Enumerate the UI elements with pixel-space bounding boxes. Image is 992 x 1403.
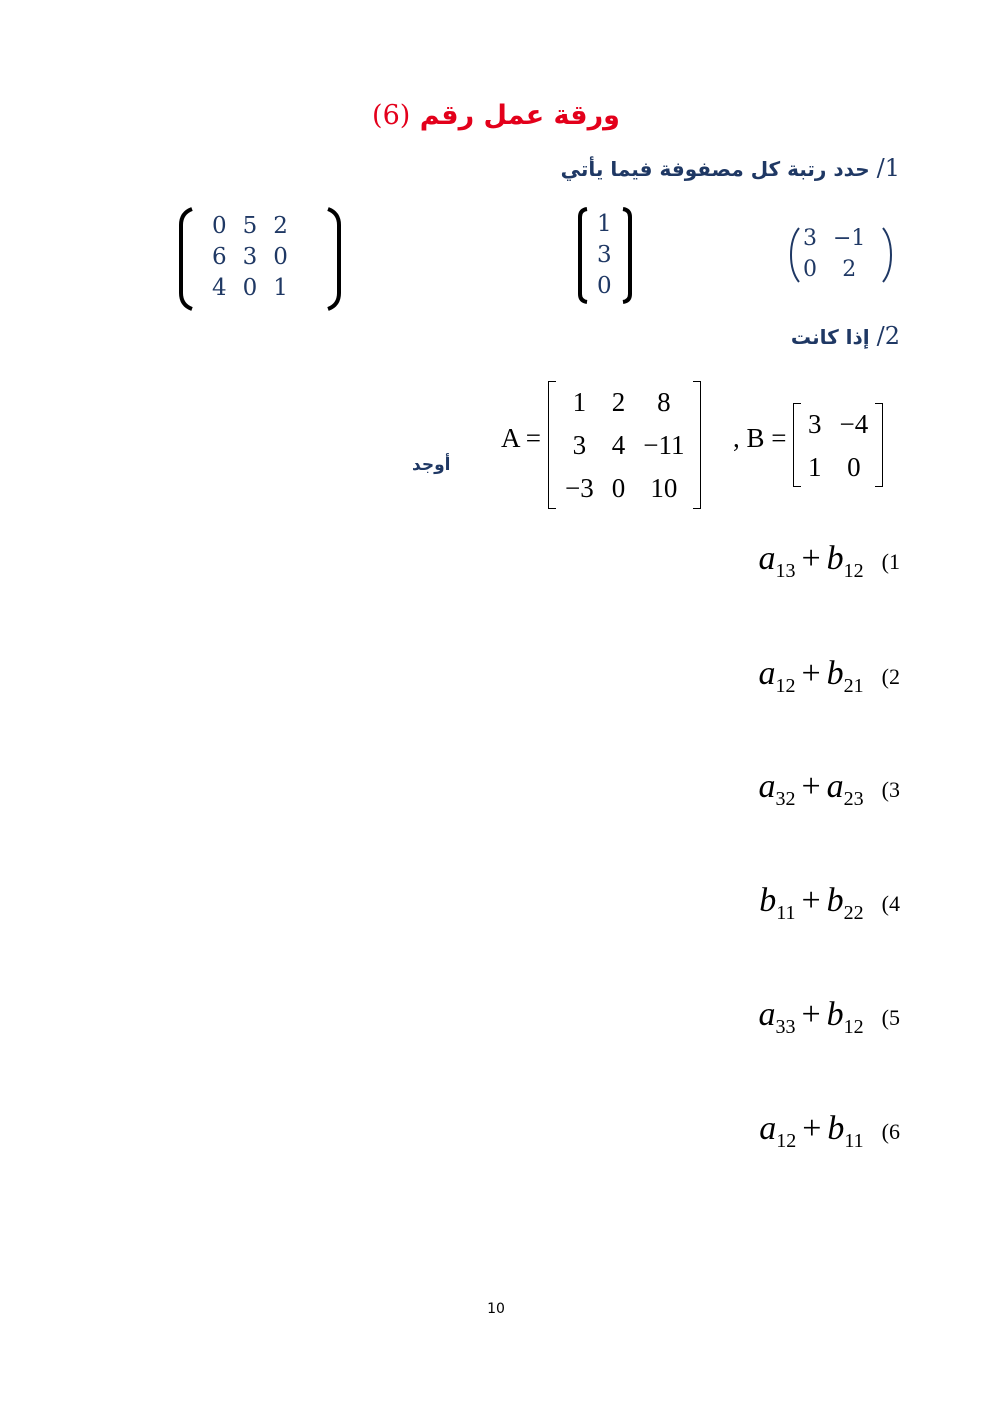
term-left-sub: 33 bbox=[775, 1016, 796, 1038]
question-1-text: حدد رتبة كل مصفوفة فيما يأتي bbox=[560, 157, 870, 181]
term-left: b bbox=[759, 882, 777, 919]
term-left-sub: 32 bbox=[775, 788, 796, 810]
list-item bbox=[759, 1110, 900, 1153]
matrix-row bbox=[799, 446, 877, 489]
item-expression bbox=[759, 1110, 863, 1153]
matrix-cell: 0 bbox=[803, 257, 817, 282]
matrix-cell: 1 bbox=[597, 211, 612, 237]
list-item bbox=[759, 882, 900, 925]
matrix-cell: 4 bbox=[212, 275, 227, 301]
item-index: 5) bbox=[881, 1005, 900, 1030]
matrix-row bbox=[556, 381, 693, 424]
matrix-cell: −11 bbox=[643, 430, 685, 460]
matrix-cell: 0 bbox=[611, 473, 626, 503]
term-right: b bbox=[826, 996, 844, 1033]
matrix-row bbox=[589, 209, 620, 240]
matrix-cell: 2 bbox=[273, 213, 288, 239]
column-vector bbox=[577, 207, 633, 304]
matrix-row bbox=[204, 211, 296, 242]
term-left-sub: 13 bbox=[775, 560, 796, 582]
matrix-cell: 3 bbox=[572, 430, 587, 460]
item-expression bbox=[758, 768, 863, 811]
plus-operator: + bbox=[802, 1110, 822, 1147]
term-left: a bbox=[758, 655, 776, 692]
item-index: 2) bbox=[881, 664, 900, 689]
matrix-cell: −3 bbox=[565, 473, 594, 503]
matrix-cell: −4 bbox=[839, 409, 869, 439]
matrix-cell: 0 bbox=[273, 244, 288, 270]
matrix-2x2-table bbox=[795, 223, 873, 285]
matrix-cell: 0 bbox=[847, 452, 861, 482]
matrix-3x3-table bbox=[204, 211, 296, 304]
right-paren-icon bbox=[881, 226, 893, 284]
matrix-cell: 3 bbox=[597, 242, 612, 268]
question-1-number: 1/ bbox=[876, 154, 900, 182]
left-bracket-icon bbox=[577, 207, 589, 304]
question-1 bbox=[561, 154, 900, 182]
matrix-cell: 1 bbox=[808, 452, 822, 482]
list-item bbox=[758, 996, 900, 1039]
matrix-row bbox=[589, 271, 620, 302]
matrix-a-label: A = bbox=[501, 423, 541, 453]
item-expression bbox=[758, 540, 863, 583]
term-right: b bbox=[827, 1110, 845, 1147]
item-index: 6) bbox=[881, 1119, 900, 1144]
title-number: (6) bbox=[372, 100, 411, 131]
item-index: 1) bbox=[881, 549, 900, 574]
term-right-sub: 12 bbox=[843, 560, 864, 582]
question-2-text: إذا كانت bbox=[790, 325, 870, 349]
matrix-cell: 2 bbox=[842, 257, 857, 282]
matrix-cell: 10 bbox=[650, 473, 678, 503]
matrix-cell: −1 bbox=[833, 226, 866, 251]
matrix-cell: 0 bbox=[597, 273, 612, 299]
question-2-number: 2/ bbox=[876, 322, 900, 350]
term-left-sub: 12 bbox=[776, 1130, 797, 1152]
worksheet-title bbox=[0, 100, 992, 131]
matrix-cell: 1 bbox=[572, 387, 587, 417]
matrix-a bbox=[548, 381, 701, 509]
term-right-sub: 22 bbox=[843, 902, 864, 924]
plus-operator: + bbox=[801, 540, 821, 577]
matrix-row bbox=[799, 403, 877, 446]
matrix-row bbox=[556, 467, 693, 510]
term-right-sub: 21 bbox=[843, 675, 864, 697]
term-left-sub: 11 bbox=[776, 902, 796, 924]
plus-operator: + bbox=[801, 768, 821, 805]
item-index: 3) bbox=[881, 777, 900, 802]
find-label: أوجد bbox=[412, 455, 451, 475]
right-paren-icon bbox=[326, 207, 342, 311]
question-2 bbox=[791, 322, 900, 350]
plus-operator: + bbox=[801, 996, 821, 1033]
item-expression bbox=[758, 655, 863, 698]
title-text: ورقة عمل رقم bbox=[419, 100, 620, 131]
page-number: 10 bbox=[487, 1301, 505, 1317]
matrix-row bbox=[795, 223, 873, 254]
column-vector-table bbox=[589, 209, 620, 302]
matrix-cell: 1 bbox=[273, 275, 288, 301]
matrix-cell: 5 bbox=[242, 213, 258, 239]
matrix-row bbox=[204, 273, 296, 304]
matrix-cell: 2 bbox=[611, 387, 626, 417]
matrix-cell: 3 bbox=[242, 244, 258, 270]
term-right: a bbox=[826, 768, 844, 805]
matrix-row bbox=[204, 242, 296, 273]
matrix-cell: 0 bbox=[212, 213, 227, 239]
right-bracket-icon bbox=[693, 381, 701, 509]
term-right: b bbox=[826, 655, 844, 692]
right-bracket-icon bbox=[621, 207, 633, 304]
term-left-sub: 12 bbox=[775, 675, 796, 697]
term-right-sub: 12 bbox=[843, 1016, 864, 1038]
list-item bbox=[758, 768, 900, 811]
list-item bbox=[758, 655, 900, 698]
plus-operator: + bbox=[801, 655, 821, 692]
matrix-row bbox=[589, 240, 620, 271]
term-left: a bbox=[758, 996, 776, 1033]
term-left: a bbox=[758, 768, 776, 805]
plus-operator: + bbox=[801, 882, 821, 919]
item-expression bbox=[758, 996, 863, 1039]
matrix-2x2 bbox=[789, 226, 893, 284]
item-expression bbox=[759, 882, 863, 925]
term-right-sub: 23 bbox=[843, 788, 864, 810]
item-index: 4) bbox=[881, 891, 900, 916]
matrix-b-label: , B = bbox=[733, 423, 787, 453]
left-paren-icon bbox=[178, 207, 194, 311]
matrix-cell: 0 bbox=[242, 275, 258, 301]
matrix-cell: 3 bbox=[803, 226, 817, 251]
matrix-cell: 4 bbox=[611, 430, 626, 460]
term-right-sub: 11 bbox=[844, 1130, 864, 1152]
left-bracket-icon bbox=[548, 381, 556, 509]
right-bracket-icon bbox=[875, 403, 883, 487]
term-right: b bbox=[826, 540, 844, 577]
matrix-b bbox=[793, 403, 883, 487]
term-left: a bbox=[759, 1110, 777, 1147]
matrix-row bbox=[556, 424, 693, 467]
term-left: a bbox=[758, 540, 776, 577]
list-item bbox=[758, 540, 900, 583]
matrix-b-table bbox=[799, 403, 877, 489]
matrix-cell: 6 bbox=[212, 244, 227, 270]
matrix-cell: 8 bbox=[657, 387, 671, 417]
matrix-3x3 bbox=[178, 207, 342, 311]
term-right: b bbox=[826, 882, 844, 919]
matrix-cell: 3 bbox=[808, 409, 822, 439]
left-bracket-icon bbox=[793, 403, 801, 487]
matrix-a-table bbox=[556, 381, 693, 510]
matrix-row bbox=[795, 254, 873, 285]
